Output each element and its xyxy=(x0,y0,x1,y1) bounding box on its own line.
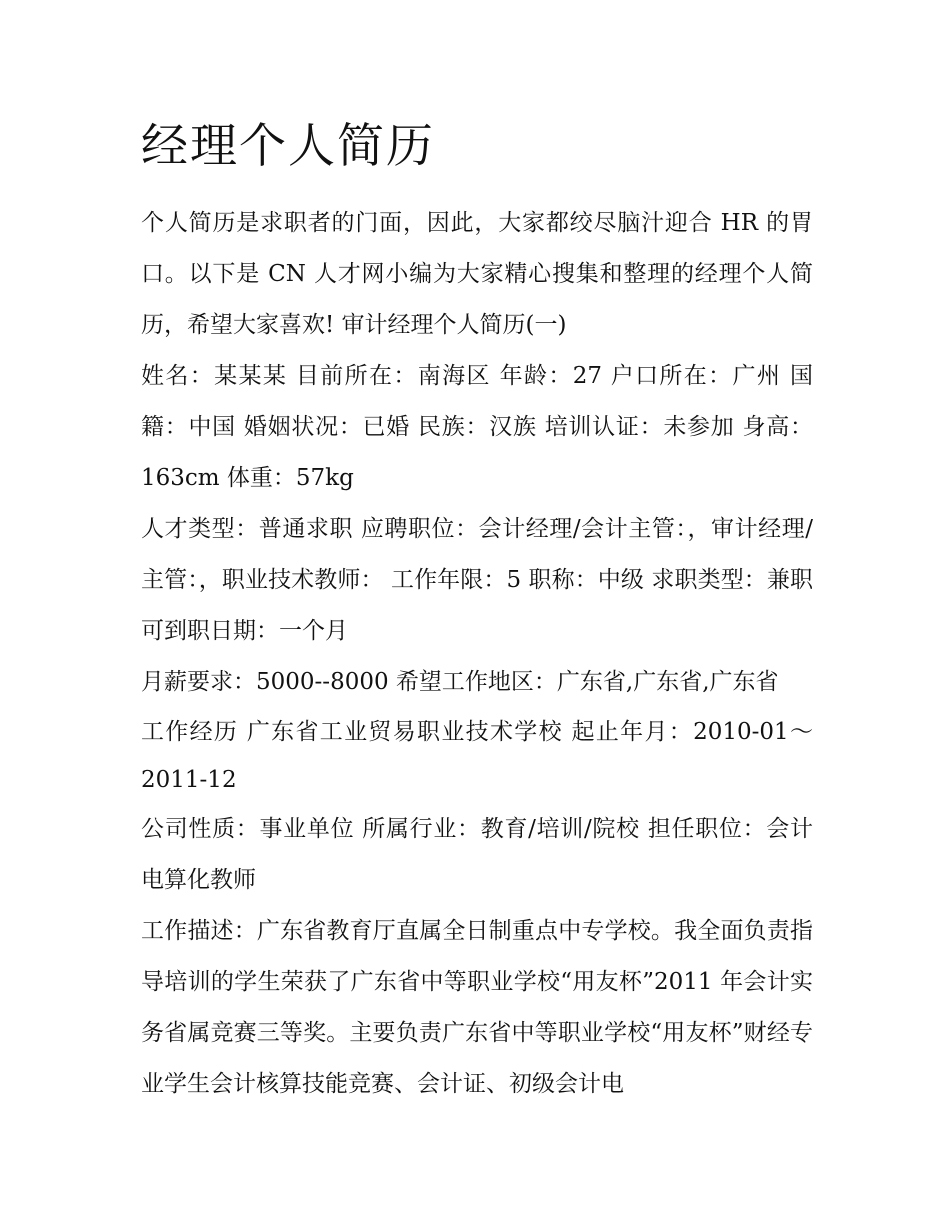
work-history-paragraph: 工作经历 广东省工业贸易职业技术学校 起止年月：2010-01～2011-12 xyxy=(141,719,813,793)
intro-paragraph: 个人简历是求职者的门面，因此，大家都绞尽脑汁迎合 HR 的胃口。以下是 CN 人才网小编为大家精心搜集和整理的经理个人简历，希望大家喜欢! 审计经理个人简历(一) xyxy=(141,210,813,338)
work-description-paragraph: 工作描述：广东省教育厅直属全日制重点中专学校。我全面负责指导培训的学生荣获了广东省中等职业学校“用友杯”2011 年会计实务省属竞赛三等奖。主要负责广东省中等职业学校“用友杯”财经专业学生会计核算技能竞赛、会计证、初级会计电 xyxy=(141,918,813,1097)
company-info-paragraph: 公司性质：事业单位 所属行业：教育/培训/院校 担任职位：会计电算化教师 xyxy=(141,816,813,893)
job-intent-paragraph: 人才类型：普通求职 应聘职位：会计经理/会计主管：，审计经理/主管：，职业技术教师： 工作年限：5 职称：中级 求职类型：兼职 可到职日期：一个月 xyxy=(141,516,813,644)
personal-info-paragraph: 姓名：某某某 目前所在：南海区 年龄：27 户口所在：广州 国籍：中国 婚姻状况：已婚 民族：汉族 培训认证：未参加 身高：163cm 体重：57kg xyxy=(141,363,813,491)
salary-paragraph: 月薪要求：5000--8000 希望工作地区：广东省,广东省,广东省 xyxy=(141,669,779,695)
page-title: 经理个人简历 xyxy=(141,119,435,174)
document-page xyxy=(141,112,813,1110)
